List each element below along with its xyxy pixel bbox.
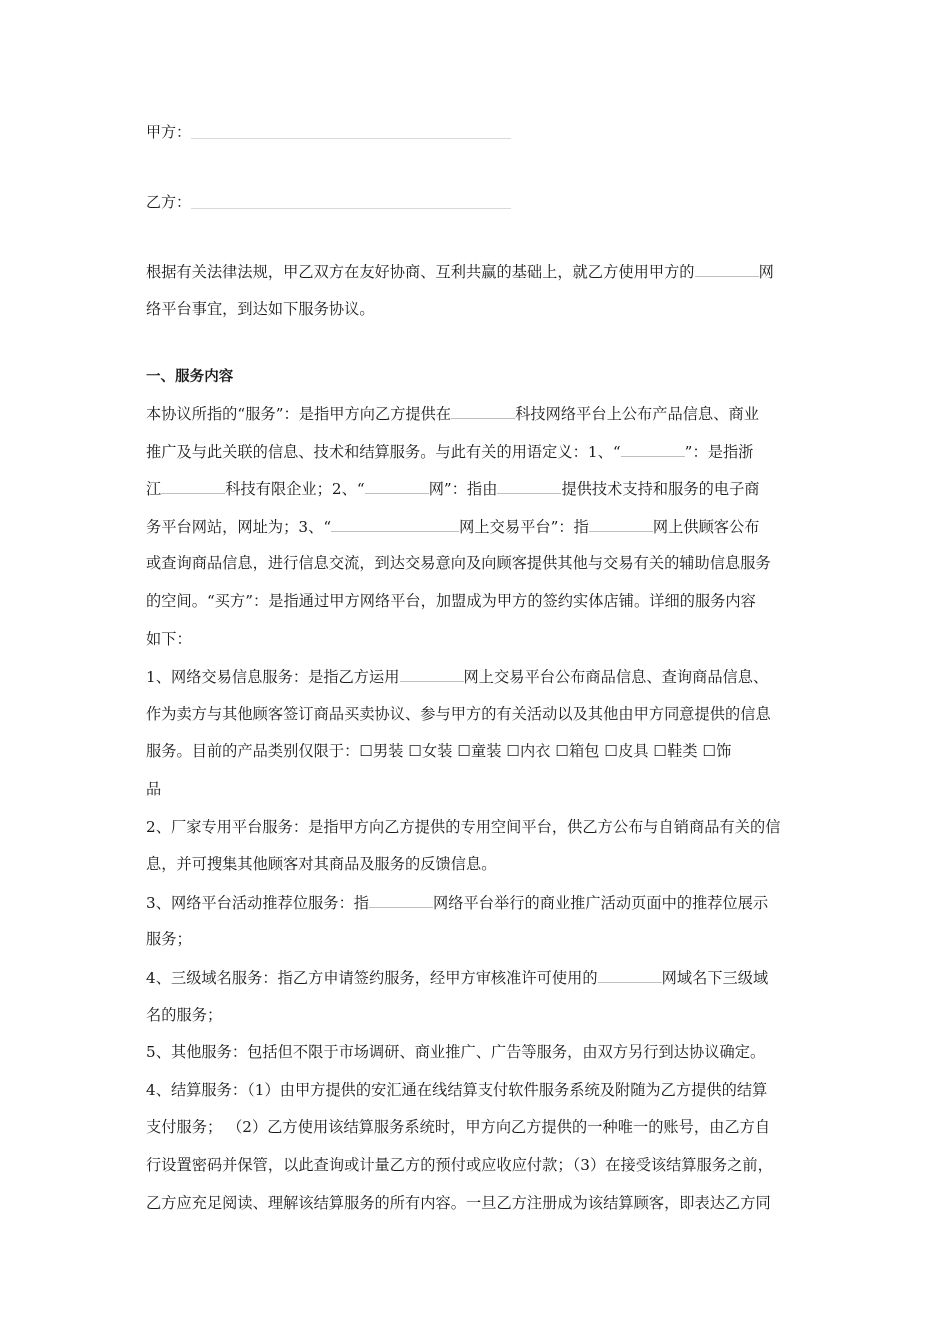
party-b-label: 乙方： xyxy=(146,193,192,211)
intro-line xyxy=(146,298,816,320)
body-line xyxy=(146,1154,816,1176)
body-line xyxy=(146,440,816,462)
text-run: 4、三级域名服务：指乙方申请签约服务，经甲方审核准许可使用的 xyxy=(146,969,598,987)
text-run: 如下： xyxy=(146,630,192,648)
text-run: 络平台事宜，到达如下服务协议。 xyxy=(146,300,375,318)
text-run: 本协议所指的“服务”：是指甲方向乙方提供在 xyxy=(146,405,452,423)
blank-fill-line xyxy=(621,440,685,457)
body-line xyxy=(146,402,816,424)
blank-fill-line xyxy=(695,260,759,277)
text-run: 服务。目前的产品类别仅限于：☐男装 ☐女装 ☐童装 ☐内衣 ☐箱包 ☐皮具 ☐鞋类 ☐饰 xyxy=(146,742,732,760)
text-run: 网 xyxy=(758,263,774,281)
body-line xyxy=(146,816,816,838)
text-run: 推广及与此关联的信息、技术和结算服务。与此有关的用语定义：1、“ xyxy=(146,443,621,461)
body-line xyxy=(146,928,816,950)
blank-fill-line xyxy=(497,477,561,494)
blank-fill-line xyxy=(598,966,662,983)
body-line xyxy=(146,1079,816,1101)
text-run: 服务； xyxy=(146,930,192,948)
text-run: 科技网络平台上公布产品信息、商业 xyxy=(515,405,759,423)
text-run: ”：是指浙 xyxy=(684,443,754,461)
text-run: 品 xyxy=(146,780,162,798)
body-line xyxy=(146,477,816,499)
body-line xyxy=(146,853,816,875)
text-run: 乙方应充足阅读、理解该结算服务的所有内容。一旦乙方注册成为该结算顾客，即表达乙方同 xyxy=(146,1194,771,1212)
intro-line xyxy=(146,260,816,282)
body-line xyxy=(146,1004,816,1026)
body-line xyxy=(146,515,816,537)
party-b-row xyxy=(146,192,191,212)
text-run: 网上交易平台”：指 xyxy=(459,518,589,536)
section-heading: 一、服务内容 xyxy=(146,369,234,385)
body-line xyxy=(146,740,816,762)
body-line xyxy=(146,778,816,800)
text-run: 网络平台举行的商业推广活动页面中的推荐位展示 xyxy=(433,894,769,912)
text-run: 行设置密码并保管，以此查询或计量乙方的预付或应收应付款；（3）在接受该结算服务之前， xyxy=(146,1156,773,1174)
body-line xyxy=(146,703,816,725)
text-run: 支付服务； （2）乙方使用该结算服务系统时，甲方向乙方提供的一种唯一的账号，由乙方自 xyxy=(146,1118,771,1136)
party-a-row xyxy=(146,122,191,142)
blank-fill-line xyxy=(451,402,515,419)
body-line xyxy=(146,891,816,913)
blank-fill-line xyxy=(400,665,464,682)
blank-fill-line xyxy=(365,477,429,494)
text-run: 名的服务； xyxy=(146,1006,223,1024)
text-run: 网域名下三级域 xyxy=(661,969,769,987)
text-run: 1、网络交易信息服务：是指乙方运用 xyxy=(146,668,400,686)
body-line xyxy=(146,552,816,574)
text-run: 作为卖方与其他顾客签订商品买卖协议、参与甲方的有关活动以及其他由甲方同意提供的信息 xyxy=(146,705,771,723)
body-line xyxy=(146,628,816,650)
text-run: 5、其他服务：包括但不限于市场调研、商业推广、广告等服务，由双方另行到达协议确定。 xyxy=(146,1043,766,1061)
blank-fill-line xyxy=(589,515,653,532)
text-run: 科技有限企业；2、“ xyxy=(225,480,365,498)
text-run: 4、结算服务：（1）由甲方提供的安汇通在线结算支付软件服务系统及附随为乙方提供的结算 xyxy=(146,1081,768,1099)
body-line xyxy=(146,1192,816,1214)
text-run: 务平台网站，网址为；3、“ xyxy=(146,518,332,536)
text-run: 提供技术支持和服务的电子商 xyxy=(561,480,760,498)
text-run: 3、网络平台活动推荐位服务：指 xyxy=(146,894,370,912)
text-run: 网上交易平台公布商品信息、查询商品信息、 xyxy=(463,668,769,686)
body-line xyxy=(146,1041,816,1063)
party-b-fill-line xyxy=(191,208,511,209)
text-run: 根据有关法律法规，甲乙双方在友好协商、互利共赢的基础上，就乙方使用甲方的 xyxy=(146,263,695,281)
text-run: 江 xyxy=(146,480,162,498)
text-run: 的空间。“买方”：是指通过甲方网络平台，加盟成为甲方的签约实体店铺。详细的服务内容 xyxy=(146,592,756,610)
blank-fill-line xyxy=(331,515,459,532)
body-line xyxy=(146,665,816,687)
text-run: 2、厂家专用平台服务：是指甲方向乙方提供的专用空间平台，供乙方公布与自销商品有关的信 xyxy=(146,818,781,836)
body-line xyxy=(146,1116,816,1138)
text-run: 或查询商品信息，进行信息交流，到达交易意向及向顾客提供其他与交易有关的辅助信息服务 xyxy=(146,554,771,572)
text-run: 网上供顾客公布 xyxy=(652,518,760,536)
body-line xyxy=(146,590,816,612)
text-run: 网”：指由 xyxy=(428,480,498,498)
body-line xyxy=(146,966,816,988)
blank-fill-line xyxy=(161,477,225,494)
party-a-label: 甲方： xyxy=(146,123,192,141)
text-run: 息，并可搜集其他顾客对其商品及服务的反馈信息。 xyxy=(146,855,497,873)
blank-fill-line xyxy=(369,891,433,908)
party-a-fill-line xyxy=(191,138,511,139)
